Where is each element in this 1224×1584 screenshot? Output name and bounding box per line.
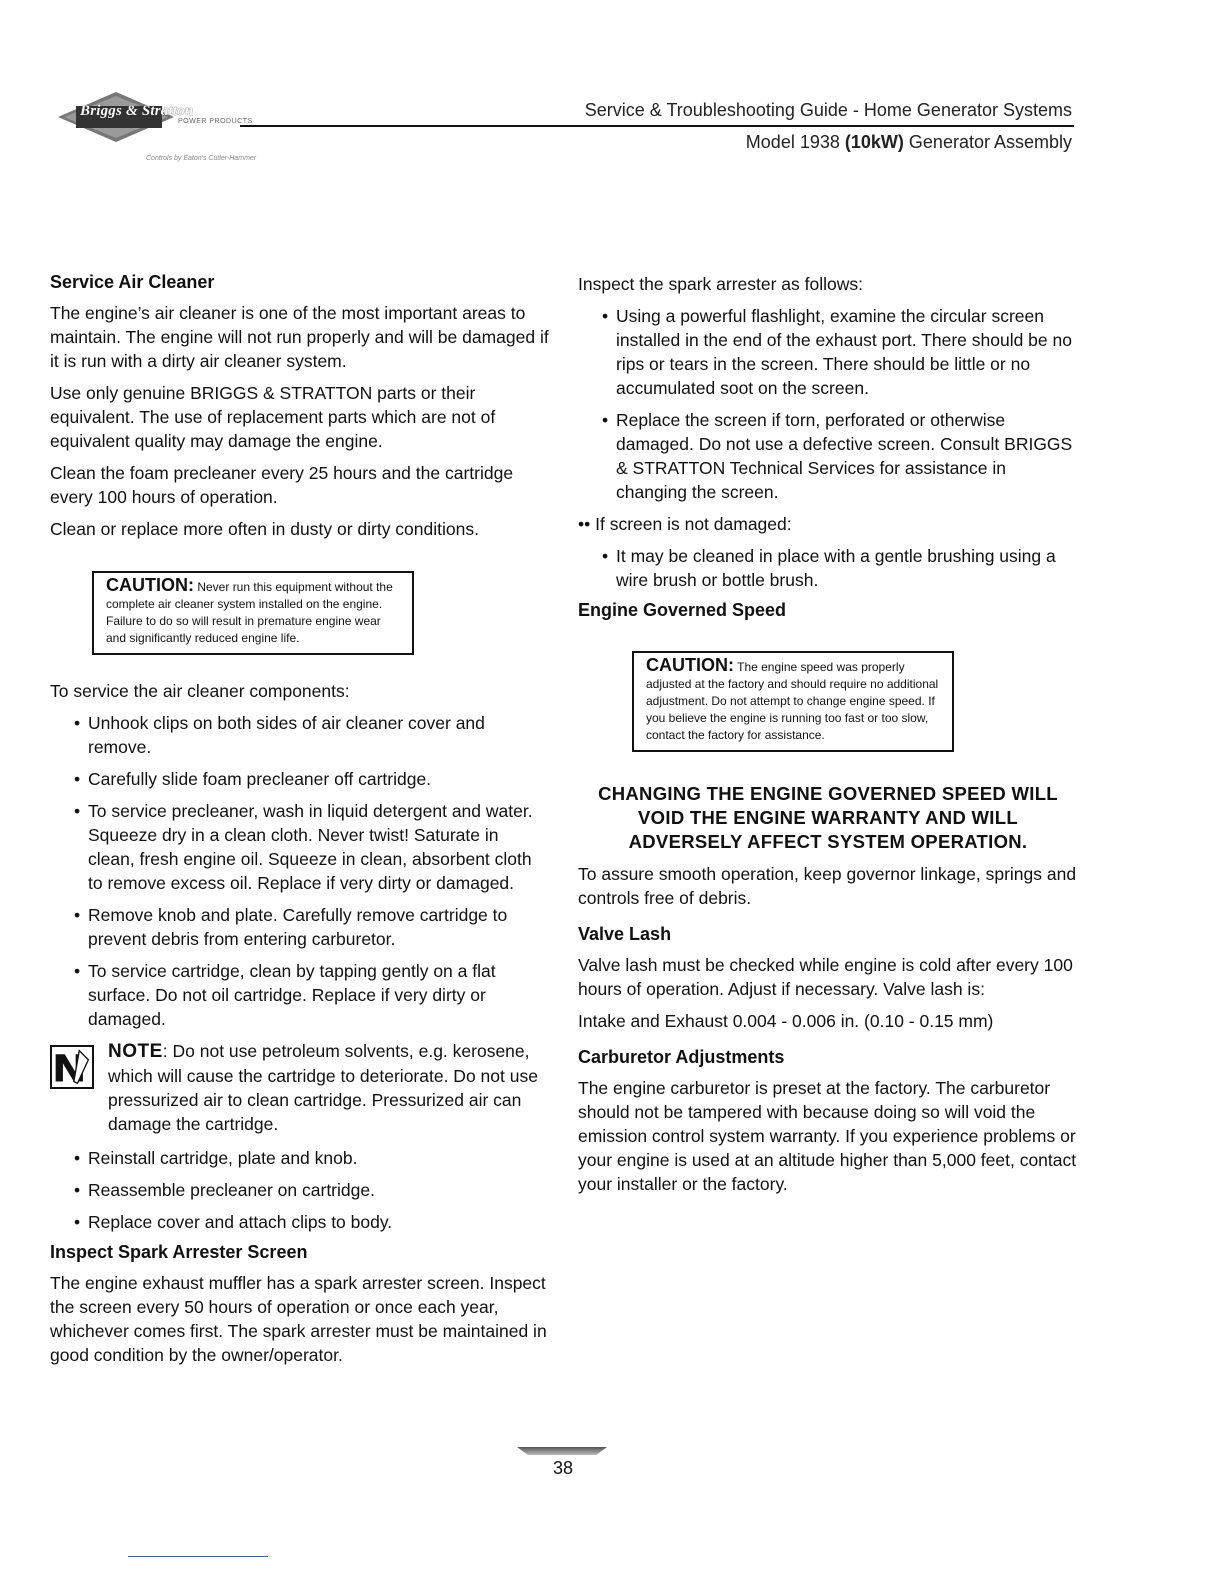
briggs-stratton-logo [58, 92, 257, 178]
section-heading-governed-speed: Engine Governed Speed [578, 600, 787, 620]
caution-label: CAUTION: [646, 655, 734, 675]
logo-subtitle: POWER PRODUCTS [178, 118, 253, 125]
footer-rule [128, 1556, 268, 1557]
air-cleaner-steps-list [50, 711, 550, 1031]
section-heading-valve-lash: Valve Lash [578, 924, 672, 944]
note-body: : Do not use petroleum solvents, e.g. kerosene, which will cause the cartridge to deteriorate. Do not use pressurized air to clean cartridge. Pressurized air can damage the cartridge. [108, 1041, 538, 1134]
paragraph: Valve lash must be checked while engine is cold after every 100 hours of operation. Adjust if necessary. Valve lash is: [578, 955, 1073, 999]
caution-text: Never run this equipment without the complete air cleaner system installed on the engine. Failure to do so will result in premature engine wear and significantly reduced engine life. [106, 580, 393, 645]
section-heading-carburetor: Carburetor Adjustments [578, 1047, 785, 1067]
paragraph: The engine carburetor is preset at the factory. The carburetor should not be tampered with because doing so will void the emission control system warranty. If you experience problems or your engine is used at an altitude higher than 5,000 feet, contact your installer or the factory. [578, 1078, 1077, 1194]
list-item: • Reassemble precleaner on cartridge. [50, 1178, 550, 1202]
warranty-warning: CHANGING THE ENGINE GOVERNED SPEED WILL VOID THE ENGINE WARRANTY AND WILL ADVERSELY AFFECT SYSTEM OPERATION. [598, 783, 1058, 852]
list-item: • Using a powerful flashlight, examine the circular screen installed in the end of the exhaust port. There should be no rips or tears in the screen. There should be little or no accumulated soot on the screen. [578, 304, 1078, 400]
note-label: NOTE [108, 1041, 163, 1062]
left-column [50, 272, 550, 1375]
caution-label: CAUTION: [106, 575, 194, 595]
note-block [50, 1039, 550, 1136]
note-text [108, 1039, 550, 1136]
paragraph: Inspect the spark arrester as follows: [578, 274, 863, 294]
header-model: Model 1938 [745, 132, 840, 152]
caution-box-air-cleaner [92, 571, 414, 655]
header-rule [240, 125, 1074, 127]
paragraph: To assure smooth operation, keep governor linkage, springs and controls free of debris. [578, 864, 1077, 908]
logo-controls-credit: Controls by Eaton's Cutler-Hammer [146, 155, 257, 162]
header-subtitle [746, 132, 1072, 153]
list-item: • To service cartridge, clean by tapping gently on a flat surface. Do not oil cartridge. Replace if very dirty or damaged. [50, 959, 550, 1031]
list-item: • Unhook clips on both sides of air cleaner cover and remove. [50, 711, 550, 759]
spark-steps-list [578, 304, 1078, 504]
header-model-rating: (10kW) [844, 132, 904, 152]
paragraph: Use only genuine BRIGGS & STRATTON parts or their equivalent. The use of replacement parts which are not of equivalent quality may damage the engine. [50, 383, 496, 451]
cleaning-steps-list [578, 544, 1078, 592]
header-title: Service & Troubleshooting Guide - Home Generator Systems [584, 100, 1072, 120]
paragraph: Intake and Exhaust 0.004 - 0.006 in. (0.10 - 0.15 mm) [578, 1011, 994, 1031]
section-heading-air-cleaner: Service Air Cleaner [50, 272, 215, 292]
list-item: • It may be cleaned in place with a gentle brushing using a wire brush or bottle brush. [578, 544, 1078, 592]
paragraph: To service the air cleaner components: [50, 681, 350, 701]
paragraph: The engine exhaust muffler has a spark arrester screen. Inspect the screen every 50 hours of operation or once each year, whichever comes first. The spark arrester must be maintained in good condition by the owner/operator. [50, 1273, 547, 1365]
list-item: • Replace the screen if torn, perforated or otherwise damaged. Do not use a defective screen. Consult BRIGGS & STRATTON Technical Services for assistance in changing the screen. [578, 408, 1078, 504]
list-item: • Remove knob and plate. Carefully remove cartridge to prevent debris from entering carburetor. [50, 903, 550, 951]
right-column [578, 272, 1078, 1204]
paragraph: The engine’s air cleaner is one of the most important areas to maintain. The engine will not run properly and will be damaged if it is run with a dirty air cleaner system. [50, 303, 549, 371]
logo-wordmark: Briggs & Stratton [80, 103, 194, 119]
page-number-bar [517, 1447, 607, 1455]
list-item: • To service precleaner, wash in liquid detergent and water. Squeeze dry in a clean cloth. Never twist! Saturate in clean, fresh engine oil. Squeeze in clean, absorbent cloth to remove excess oil. Replace if very dirty or damaged. [50, 799, 550, 895]
list-item: • Replace cover and attach clips to body. [50, 1210, 550, 1234]
list-item: • Carefully slide foam precleaner off cartridge. [50, 767, 550, 791]
caution-box-governed-speed [632, 651, 954, 752]
paragraph: Clean or replace more often in dusty or dirty conditions. [50, 519, 479, 539]
header-model-suffix: Generator Assembly [908, 132, 1072, 152]
caution-text: The engine speed was properly adjusted at the factory and should require no additional adjustment. Do not attempt to change engine speed. If you believe the engine is running too fast or too slow, contact the factory for assistance. [646, 660, 939, 742]
paragraph: •• If screen is not damaged: [578, 514, 792, 534]
paragraph: Clean the foam precleaner every 25 hours and the cartridge every 100 hours of operation. [50, 463, 514, 507]
reassembly-steps-list [50, 1146, 550, 1234]
note-pencil-icon [50, 1045, 94, 1089]
list-item: • Reinstall cartridge, plate and knob. [50, 1146, 550, 1170]
page-number: 38 [552, 1458, 574, 1478]
section-heading-spark-arrester: Inspect Spark Arrester Screen [50, 1242, 308, 1262]
